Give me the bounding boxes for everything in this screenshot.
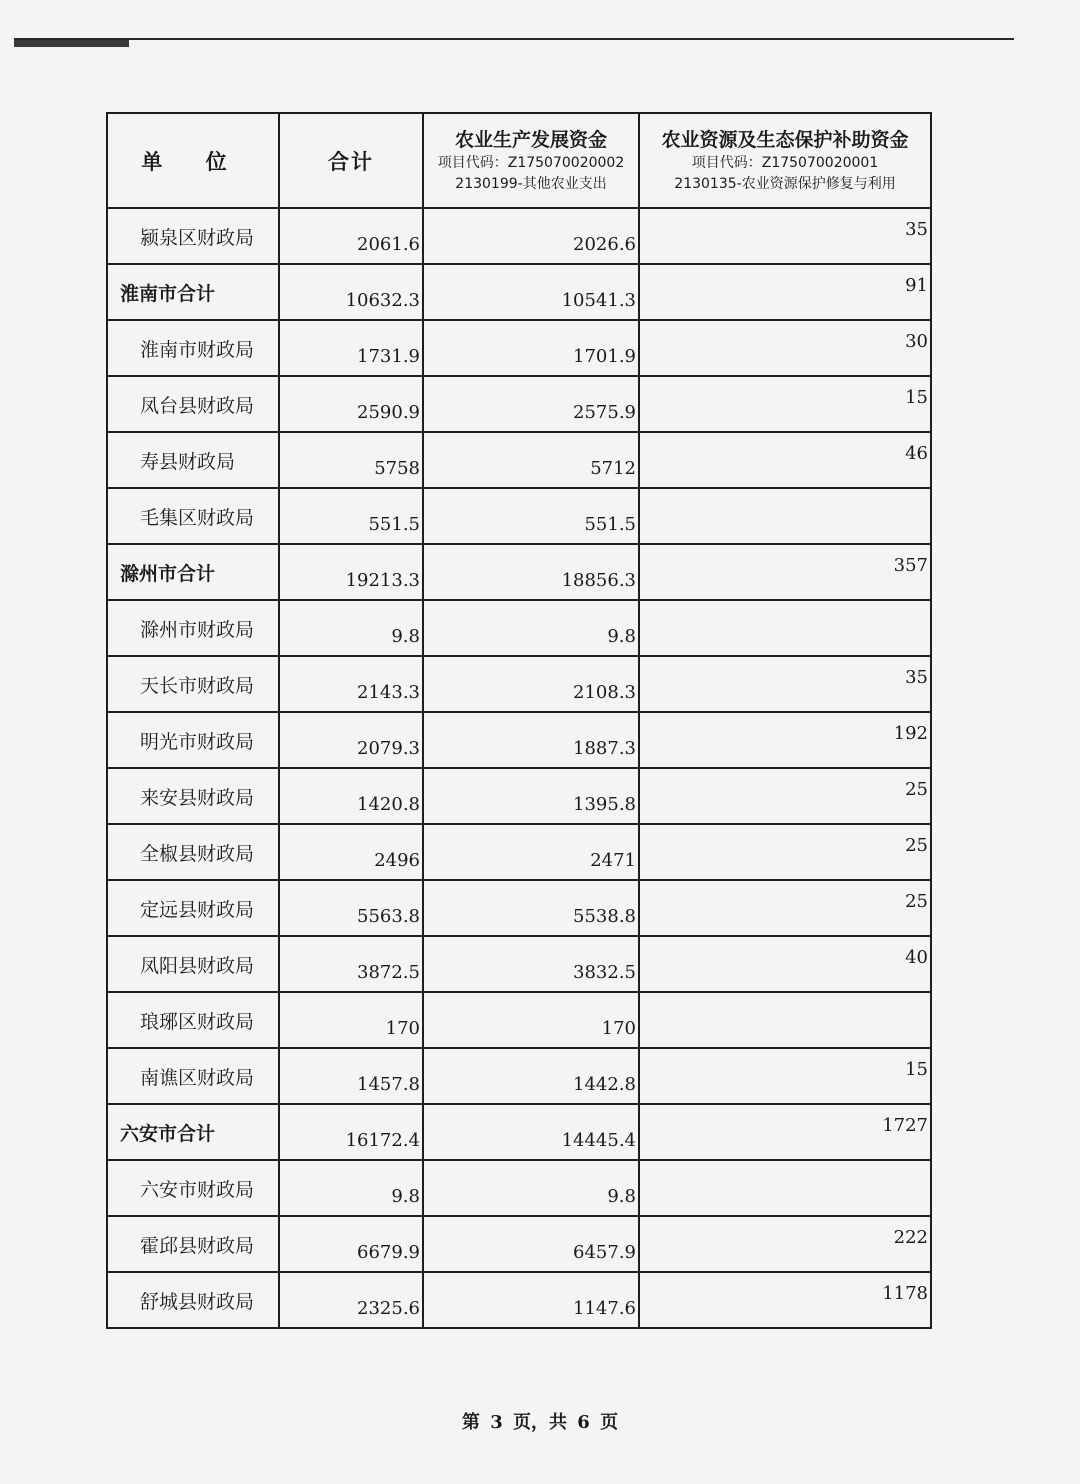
- fund-b-cell: 40: [639, 936, 931, 992]
- table-row: [107, 432, 931, 488]
- top-rule-mark: [14, 40, 129, 47]
- unit-cell: 滁州市财政局: [107, 600, 279, 656]
- total-cell: 16172.4: [279, 1104, 423, 1160]
- footer-page-number: 3: [490, 1412, 503, 1433]
- fund-a-code: 项目代码：Z175070020002: [437, 154, 625, 171]
- total-cell: 2143.3: [279, 656, 423, 712]
- fund-a-cell: 2471: [423, 824, 639, 880]
- fund-a-cell: 2108.3: [423, 656, 639, 712]
- table-row: [107, 488, 931, 544]
- table-row: [107, 992, 931, 1048]
- total-cell: 2079.3: [279, 712, 423, 768]
- unit-cell: 全椒县财政局: [107, 824, 279, 880]
- table-row: [107, 1048, 931, 1104]
- table-row: [107, 824, 931, 880]
- table-body: [107, 208, 931, 1328]
- fund-a-cell: 1887.3: [423, 712, 639, 768]
- footer-suffix: 页: [600, 1412, 619, 1433]
- fund-b-cell: 35: [639, 208, 931, 264]
- fund-b-cell: 1727: [639, 1104, 931, 1160]
- total-cell: 6679.9: [279, 1216, 423, 1272]
- fund-b-title: 农业资源及生态保护补助资金: [661, 128, 909, 151]
- unit-cell: 来安县财政局: [107, 768, 279, 824]
- fund-b-cell: 25: [639, 768, 931, 824]
- fund-b-cell: 15: [639, 376, 931, 432]
- fund-a-cell: 2026.6: [423, 208, 639, 264]
- total-cell: 170: [279, 992, 423, 1048]
- fund-b-cell: 91: [639, 264, 931, 320]
- unit-cell: 南谯区财政局: [107, 1048, 279, 1104]
- city-total-row: [107, 544, 931, 600]
- fund-b-cell: 15: [639, 1048, 931, 1104]
- fund-a-cell: 9.8: [423, 1160, 639, 1216]
- table-row: [107, 1272, 931, 1328]
- unit-cell: 六安市合计: [107, 1104, 279, 1160]
- total-cell: 19213.3: [279, 544, 423, 600]
- unit-cell: 颍泉区财政局: [107, 208, 279, 264]
- fund-b-cell: [639, 1160, 931, 1216]
- fund-b-cell: 30: [639, 320, 931, 376]
- top-rule: [14, 38, 1014, 40]
- total-cell: 2061.6: [279, 208, 423, 264]
- fund-b-cell: 192: [639, 712, 931, 768]
- table-row: [107, 936, 931, 992]
- fund-b-cell: [639, 488, 931, 544]
- unit-cell: 琅琊区财政局: [107, 992, 279, 1048]
- unit-cell: 天长市财政局: [107, 656, 279, 712]
- page-footer: [0, 1408, 1080, 1434]
- fund-a-cell: 6457.9: [423, 1216, 639, 1272]
- fund-a-cell: 1442.8: [423, 1048, 639, 1104]
- footer-page-total: 6: [577, 1412, 590, 1433]
- table-row: [107, 1216, 931, 1272]
- fund-b-cell: 357: [639, 544, 931, 600]
- unit-cell: 六安市财政局: [107, 1160, 279, 1216]
- total-cell: 1731.9: [279, 320, 423, 376]
- fund-a-cell: 10541.3: [423, 264, 639, 320]
- total-cell: 5758: [279, 432, 423, 488]
- fund-a-cell: 14445.4: [423, 1104, 639, 1160]
- fund-a-cell: 9.8: [423, 600, 639, 656]
- total-cell: 3872.5: [279, 936, 423, 992]
- header-total-label: 合计: [328, 148, 374, 174]
- fund-a-cell: 2575.9: [423, 376, 639, 432]
- fund-a-cell: 170: [423, 992, 639, 1048]
- header-unit-label: 单 位: [141, 148, 245, 174]
- table-row: [107, 376, 931, 432]
- footer-prefix: 第: [461, 1412, 480, 1433]
- allocation-table: [106, 112, 932, 1329]
- table-row: [107, 1160, 931, 1216]
- city-total-row: [107, 264, 931, 320]
- fund-b-cell: 25: [639, 880, 931, 936]
- unit-cell: 凤台县财政局: [107, 376, 279, 432]
- fund-a-cell: 1147.6: [423, 1272, 639, 1328]
- total-cell: 1457.8: [279, 1048, 423, 1104]
- total-cell: 10632.3: [279, 264, 423, 320]
- fund-b-code: 项目代码：Z175070020001: [691, 154, 879, 171]
- unit-cell: 滁州市合计: [107, 544, 279, 600]
- fund-b-subject: 2130135-农业资源保护修复与利用: [674, 175, 896, 192]
- fund-a-cell: 5538.8: [423, 880, 639, 936]
- unit-cell: 淮南市合计: [107, 264, 279, 320]
- fund-a-cell: 3832.5: [423, 936, 639, 992]
- footer-mid: 页，共: [513, 1412, 567, 1433]
- fund-b-cell: 25: [639, 824, 931, 880]
- table-row: [107, 768, 931, 824]
- table-header-row: [107, 113, 931, 208]
- total-cell: 551.5: [279, 488, 423, 544]
- city-total-row: [107, 1104, 931, 1160]
- fund-b-cell: 46: [639, 432, 931, 488]
- table-row: [107, 600, 931, 656]
- fund-a-cell: 551.5: [423, 488, 639, 544]
- unit-cell: 明光市财政局: [107, 712, 279, 768]
- table-row: [107, 880, 931, 936]
- fund-a-title: 农业生产发展资金: [454, 128, 607, 151]
- unit-cell: 毛集区财政局: [107, 488, 279, 544]
- unit-cell: 凤阳县财政局: [107, 936, 279, 992]
- header-total: [279, 113, 423, 208]
- total-cell: 9.8: [279, 1160, 423, 1216]
- unit-cell: 淮南市财政局: [107, 320, 279, 376]
- header-fund-a: [423, 113, 639, 208]
- table-row: [107, 656, 931, 712]
- fund-a-cell: 1701.9: [423, 320, 639, 376]
- unit-cell: 霍邱县财政局: [107, 1216, 279, 1272]
- total-cell: 1420.8: [279, 768, 423, 824]
- total-cell: 2496: [279, 824, 423, 880]
- fund-b-cell: 222: [639, 1216, 931, 1272]
- table-row: [107, 208, 931, 264]
- total-cell: 2325.6: [279, 1272, 423, 1328]
- fund-a-subject: 2130199-其他农业支出: [455, 175, 607, 192]
- total-cell: 5563.8: [279, 880, 423, 936]
- fund-b-cell: [639, 992, 931, 1048]
- fund-a-cell: 18856.3: [423, 544, 639, 600]
- table-row: [107, 712, 931, 768]
- fund-b-cell: 35: [639, 656, 931, 712]
- fund-a-cell: 5712: [423, 432, 639, 488]
- unit-cell: 舒城县财政局: [107, 1272, 279, 1328]
- fund-b-cell: [639, 600, 931, 656]
- fund-a-cell: 1395.8: [423, 768, 639, 824]
- unit-cell: 定远县财政局: [107, 880, 279, 936]
- total-cell: 9.8: [279, 600, 423, 656]
- unit-cell: 寿县财政局: [107, 432, 279, 488]
- total-cell: 2590.9: [279, 376, 423, 432]
- header-fund-b: [639, 113, 931, 208]
- fund-b-cell: 1178: [639, 1272, 931, 1328]
- table-row: [107, 320, 931, 376]
- header-unit: [107, 113, 279, 208]
